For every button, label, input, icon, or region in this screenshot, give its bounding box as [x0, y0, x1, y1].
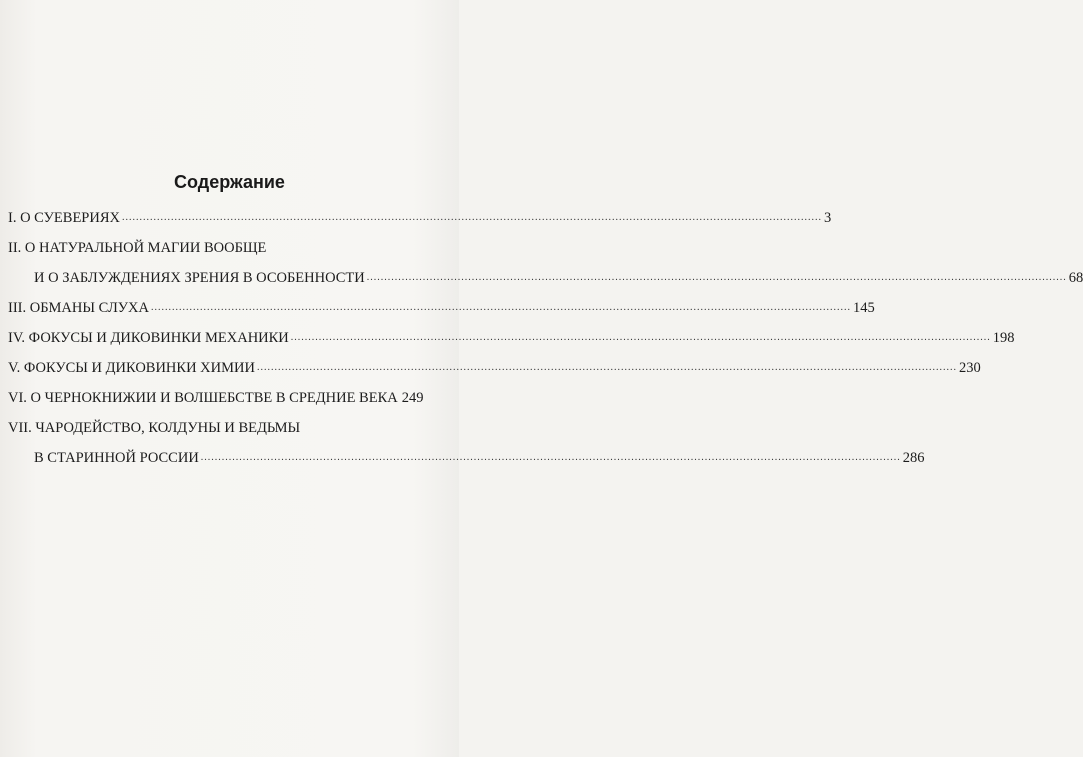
- dot-leader: ........................................................................................................................................................................................................: [200, 452, 901, 463]
- toc-entry-label: I. О СУЕВЕРИЯХ: [8, 210, 120, 226]
- toc-entry: [8, 235, 408, 257]
- dot-leader: ........................................................................................................................................................................................................: [290, 332, 991, 343]
- toc-entry-label: И О ЗАБЛУЖДЕНИЯХ ЗРЕНИЯ В ОСОБЕННОСТИ: [34, 270, 365, 286]
- toc-entry-page: 3: [824, 210, 832, 226]
- toc-entry: [8, 385, 424, 407]
- toc-entry-label: V. ФОКУСЫ И ДИКОВИНКИ ХИМИИ: [8, 360, 255, 376]
- toc-entry-page: 230: [958, 360, 981, 376]
- toc-entry-continuation: [8, 265, 1083, 287]
- toc-entry-page: 68: [1068, 270, 1083, 286]
- toc-entry-label: IV. ФОКУСЫ И ДИКОВИНКИ МЕХАНИКИ: [8, 330, 289, 346]
- toc-entry-label: VII. ЧАРОДЕЙСТВО, КОЛДУНЫ И ВЕДЬМЫ: [8, 420, 301, 436]
- dot-leader: ........................................................................................................................................................................................................: [122, 212, 822, 223]
- toc-entry-page: 198: [992, 330, 1015, 346]
- toc-entry-label: VI. О ЧЕРНОКНИЖИИ И ВОЛШЕБСТВЕ В СРЕДНИЕ ВЕКА: [8, 390, 398, 406]
- toc-entry-continuation: [8, 445, 925, 467]
- toc-entry: [8, 325, 1015, 347]
- toc-entry-label: II. О НАТУРАЛЬНОЙ МАГИИ ВООБЩЕ: [8, 240, 267, 256]
- toc-entry-page: 145: [853, 300, 875, 316]
- toc-entry-page: 249: [401, 390, 424, 406]
- dot-leader: ........................................................................................................................................................................................................: [256, 362, 957, 373]
- contents-title: Содержание: [174, 172, 285, 192]
- toc-entry: [8, 415, 408, 437]
- toc-entry: [8, 295, 875, 317]
- toc-entry: [8, 205, 832, 227]
- dot-leader: ........................................................................................................................................................................................................: [151, 302, 851, 313]
- toc-entry: [8, 355, 981, 377]
- toc-entry-page: 286: [902, 450, 925, 466]
- dot-leader: ........................................................................................................................................................................................................: [366, 272, 1067, 283]
- toc-entry-label: В СТАРИННОЙ РОССИИ: [34, 450, 199, 466]
- toc-entry-label: III. ОБМАНЫ СЛУХА: [8, 300, 149, 316]
